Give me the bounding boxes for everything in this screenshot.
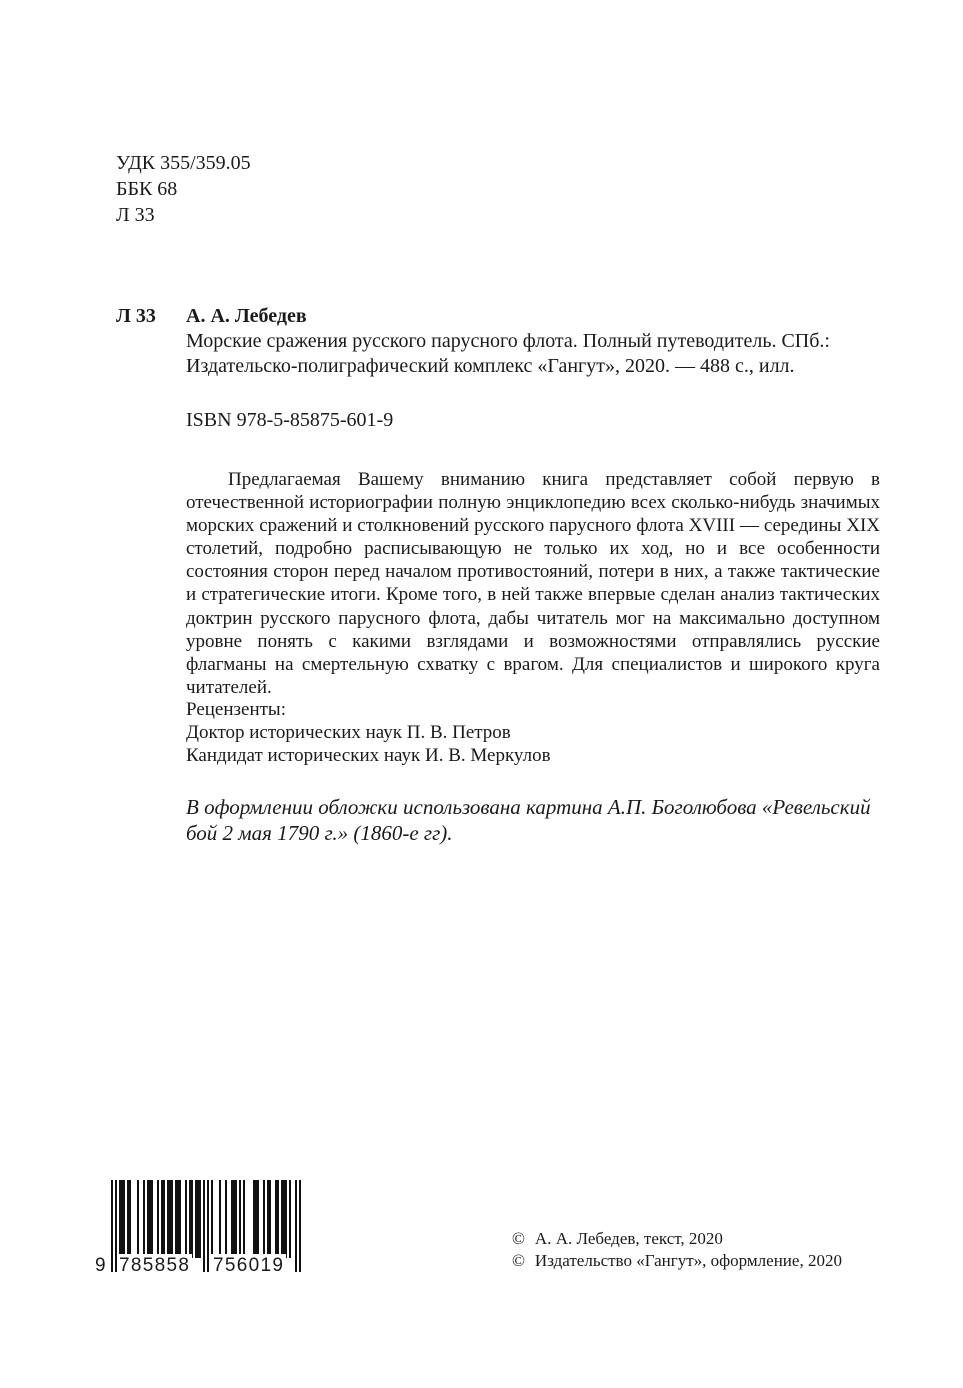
barcode-bar (195, 1180, 197, 1258)
reviewer-1: Доктор исторических наук П. В. Петров (186, 722, 511, 743)
barcode-bar (263, 1180, 265, 1258)
reviewers-block (186, 698, 551, 767)
barcode-bar (191, 1180, 193, 1258)
bbk-code: ББК 68 (116, 178, 178, 200)
barcode-bar (239, 1180, 241, 1258)
entry-code: Л 33 (116, 305, 156, 327)
barcode-bar (199, 1180, 201, 1258)
barcode-bar (121, 1180, 123, 1258)
udk-code: УДК 355/359.05 (116, 152, 251, 174)
barcode-bar (149, 1180, 151, 1258)
barcode-bar (281, 1180, 283, 1258)
author-mark: Л 33 (116, 204, 155, 226)
barcode-bar (225, 1180, 227, 1258)
copyright-line-text (512, 1228, 842, 1250)
barcode-bar (211, 1180, 213, 1258)
copyright-block (512, 1228, 842, 1272)
barcode-bar (177, 1180, 179, 1258)
barcode-bar (169, 1180, 171, 1258)
barcode-bar (231, 1180, 233, 1258)
barcode-bar (179, 1180, 181, 1258)
barcode-bar (175, 1180, 177, 1258)
barcode-first-digit: 9 (95, 1255, 106, 1276)
isbn-number: ISBN 978-5-85875-601-9 (186, 409, 394, 431)
barcode-bar (255, 1180, 257, 1258)
barcode-bar (167, 1180, 169, 1258)
abstract-paragraph: Предлагаемая Вашему вниманию книга представляет собой первую в отечественной историографии полную энциклопедию всех сколько-нибудь значимых морских сражений и столкновений русского парусного флота XVIII — середины XIX столетий, подробно расписывающую не только их ход, но и все особенности состояния сторон перед началом противостояний, потери в них, а также тактические и стратегические итоги. Кроме того, в ней также впервые сделан анализ тактических доктрин русского парусного флота, дабы читатель мог на максимально доступном уровне понять с какими взглядами и возможностями отправлялись русские флагманы на смертельную схватку с врагом. Для специалистов и широкого круга читателей. (186, 469, 880, 698)
barcode-bar (147, 1180, 149, 1258)
barcode-bar (283, 1180, 285, 1258)
barcode-bar (171, 1180, 173, 1258)
barcode-bar (219, 1180, 221, 1258)
barcode-bar (267, 1180, 269, 1258)
barcode-bar (257, 1180, 259, 1258)
barcode-bar (123, 1180, 125, 1258)
barcode-bar (235, 1180, 237, 1258)
barcode-right-group: 756019 (213, 1255, 285, 1276)
barcode-left-group: 785858 (119, 1255, 191, 1276)
copyright-text: А. А. Лебедев, текст, 2020 (534, 1229, 723, 1248)
barcode-bar (189, 1180, 191, 1258)
entry-title-line-2: Издательско-полиграфический комплекс «Гангут», 2020. — 488 с., илл. (186, 355, 795, 377)
barcode-bar (197, 1180, 199, 1258)
classification-block (116, 150, 251, 228)
barcode-bar (161, 1180, 163, 1258)
barcode-bar (143, 1180, 145, 1258)
barcode-bar (233, 1180, 235, 1258)
reviewer-2: Кандидат исторических наук И. В. Меркулов (186, 745, 551, 766)
barcode-bar (269, 1180, 271, 1258)
barcode-bar (243, 1180, 245, 1258)
copyright-line-design (512, 1250, 842, 1272)
barcode-bar (285, 1180, 287, 1258)
barcode-bar (151, 1180, 153, 1258)
cover-note: В оформлении обложки использована картина А.П. Боголюбова «Ревельский бой 2 мая 1790 г.» (1860-е гг). (186, 795, 871, 845)
barcode-bar (185, 1180, 187, 1258)
copyright-design: Издательство «Гангут», оформление, 2020 (534, 1251, 842, 1270)
barcode-bar (277, 1180, 279, 1258)
entry-author: А. А. Лебедев (186, 305, 307, 327)
barcode-digits (95, 1254, 305, 1278)
barcode-bar (289, 1180, 291, 1258)
barcode-bar (119, 1180, 121, 1258)
barcode-bar (157, 1180, 159, 1258)
entry-title-line-1: Морские сражения русского парусного флота. Полный путеводитель. СПб.: (186, 330, 830, 352)
barcode-bar (127, 1180, 129, 1258)
reviewers-heading: Рецензенты: (186, 699, 286, 720)
barcode-bar (163, 1180, 165, 1258)
barcode-bar (275, 1180, 277, 1258)
copyright-symbol: © (512, 1229, 525, 1248)
barcode-bar (253, 1180, 255, 1258)
bibliographic-entry (186, 304, 886, 379)
barcode-bar (129, 1180, 131, 1258)
copyright-symbol-2: © (512, 1251, 525, 1270)
barcode-bar (137, 1180, 139, 1258)
